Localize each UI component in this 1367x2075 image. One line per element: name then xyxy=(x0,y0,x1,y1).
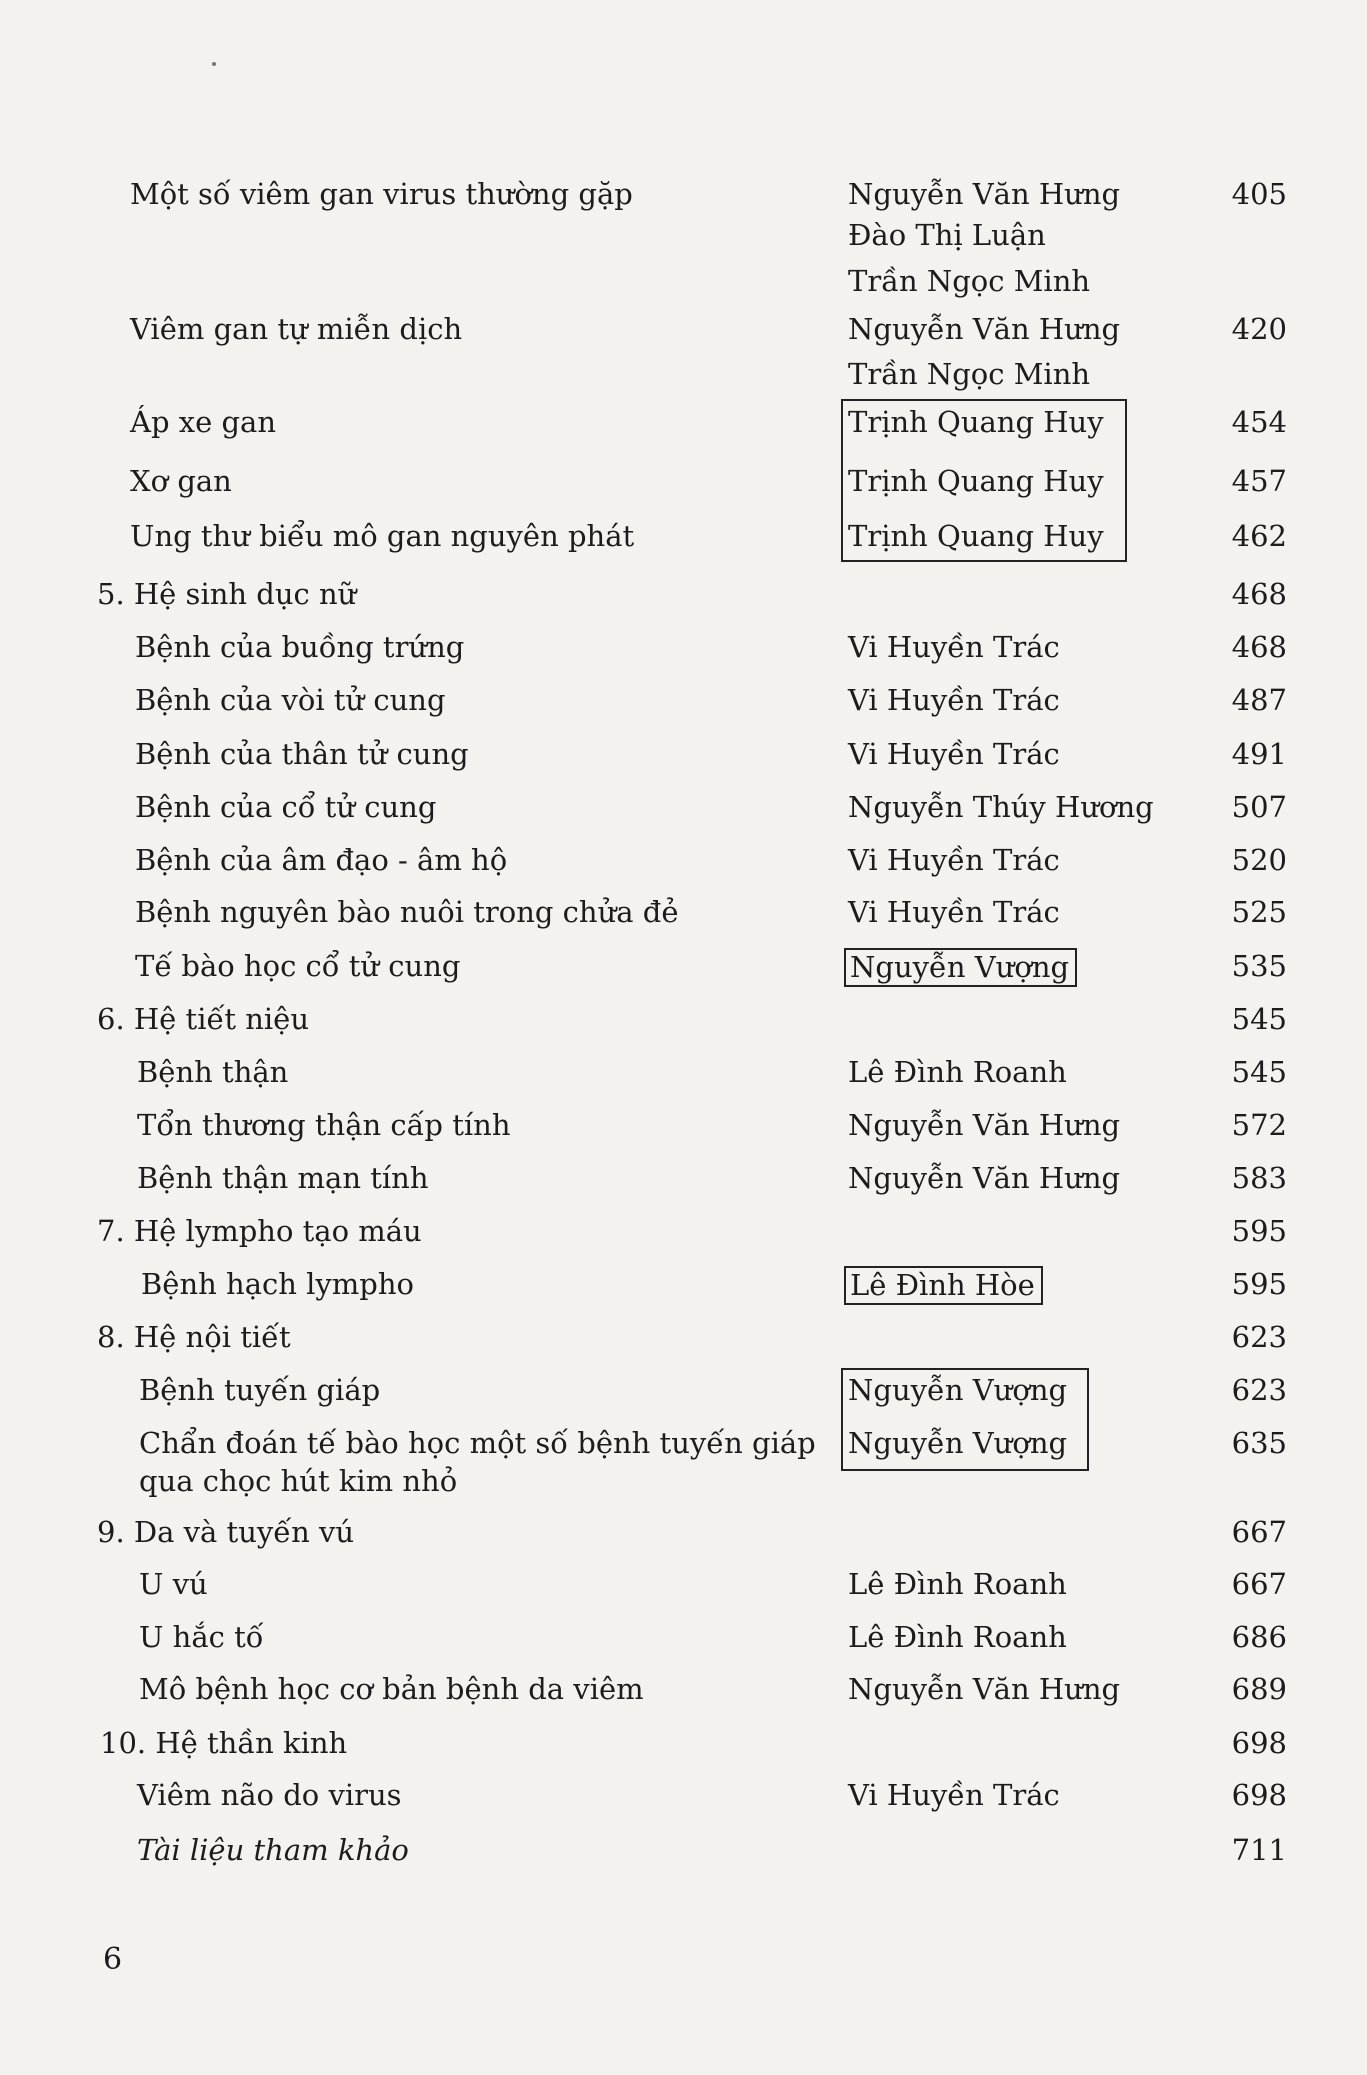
section-title: 7. Hệ lympho tạo máu xyxy=(97,1214,422,1248)
entry-title: Viêm gan tự miễn dịch xyxy=(130,312,463,346)
section-title: 8. Hệ nội tiết xyxy=(97,1320,291,1354)
entry-page: 468 xyxy=(1231,630,1287,664)
section-title: 10. Hệ thần kinh xyxy=(100,1726,348,1760)
entry-title: Viêm não do virus xyxy=(137,1778,402,1812)
entry-page: 667 xyxy=(1231,1567,1287,1601)
section-title: 6. Hệ tiết niệu xyxy=(97,1002,309,1036)
entry-author: Trịnh Quang Huy xyxy=(848,405,1104,439)
entry-author: Lê Đình Hòe xyxy=(844,1266,1043,1305)
entry-page: 520 xyxy=(1231,843,1287,877)
entry-author: Nguyễn Văn Hưng xyxy=(848,1108,1121,1142)
entry-page: 698 xyxy=(1231,1726,1287,1760)
entry-page: 686 xyxy=(1231,1620,1287,1654)
entry-title: U vú xyxy=(139,1567,208,1601)
entry-title: Tế bào học cổ tử cung xyxy=(135,949,461,983)
entry-page: 507 xyxy=(1231,790,1287,824)
entry-author: Lê Đình Roanh xyxy=(848,1055,1067,1089)
entry-title: Bệnh của cổ tử cung xyxy=(135,790,437,824)
page-number: 6 xyxy=(103,1942,123,1977)
entry-author: Nguyễn Vượng xyxy=(844,948,1077,987)
entry-title: Bệnh tuyến giáp xyxy=(139,1373,381,1407)
entry-author: Nguyễn Thúy Hương xyxy=(848,790,1154,824)
entry-author: Vi Huyền Trác xyxy=(848,737,1060,771)
entry-page: 405 xyxy=(1231,177,1287,211)
entry-title: Tổn thương thận cấp tính xyxy=(137,1108,511,1142)
entry-title: Bệnh hạch lympho xyxy=(141,1267,415,1301)
entry-author: Vi Huyền Trác xyxy=(848,895,1060,929)
entry-page: 698 xyxy=(1231,1778,1287,1812)
entry-title: qua chọc hút kim nhỏ xyxy=(139,1464,458,1498)
entry-title: Ung thư biểu mô gan nguyên phát xyxy=(130,519,635,553)
entry-author: Nguyễn Vượng xyxy=(848,1373,1068,1407)
entry-page: 545 xyxy=(1231,1002,1287,1036)
entry-author: Vi Huyền Trác xyxy=(848,843,1060,877)
entry-page: 468 xyxy=(1231,577,1287,611)
entry-author: Lê Đình Roanh xyxy=(848,1567,1067,1601)
references-title: Tài liệu tham khảo xyxy=(137,1833,409,1867)
entry-page: 635 xyxy=(1231,1426,1287,1460)
entry-title: Bệnh nguyên bào nuôi trong chửa đẻ xyxy=(135,895,679,929)
entry-page: 545 xyxy=(1231,1055,1287,1089)
section-title: 5. Hệ sinh dục nữ xyxy=(97,577,357,611)
entry-author: Nguyễn Văn Hưng xyxy=(848,1672,1121,1706)
entry-title: Mô bệnh học cơ bản bệnh da viêm xyxy=(139,1672,644,1706)
entry-author: Nguyễn Văn Hưng xyxy=(848,177,1121,211)
entry-page: 595 xyxy=(1231,1214,1287,1248)
entry-author: Lê Đình Roanh xyxy=(848,1620,1067,1654)
entry-page: 487 xyxy=(1231,683,1287,717)
entry-page: 667 xyxy=(1231,1515,1287,1549)
entry-title: Bệnh của vòi tử cung xyxy=(135,683,446,717)
entry-title: Xơ gan xyxy=(130,464,232,498)
entry-author: Vi Huyền Trác xyxy=(848,683,1060,717)
entry-author: Vi Huyền Trác xyxy=(848,1778,1060,1812)
entry-title: Bệnh của âm đạo - âm hộ xyxy=(135,843,508,877)
entry-page: 583 xyxy=(1231,1161,1287,1195)
entry-page: 462 xyxy=(1231,519,1287,553)
entry-title: Bệnh thận xyxy=(137,1055,289,1089)
entry-title: Chẩn đoán tế bào học một số bệnh tuyến giáp xyxy=(139,1426,816,1460)
entry-page: 711 xyxy=(1231,1833,1287,1867)
entry-page: 525 xyxy=(1231,895,1287,929)
entry-page: 491 xyxy=(1231,737,1287,771)
entry-title: Bệnh của thân tử cung xyxy=(135,737,469,771)
entry-page: 595 xyxy=(1231,1267,1287,1301)
entry-page: 689 xyxy=(1231,1672,1287,1706)
entry-page: 454 xyxy=(1231,405,1287,439)
entry-author: Trịnh Quang Huy xyxy=(848,464,1104,498)
entry-author: Nguyễn Văn Hưng xyxy=(848,312,1121,346)
print-speck xyxy=(212,62,216,66)
entry-author: Trần Ngọc Minh xyxy=(848,264,1091,298)
entry-author: Vi Huyền Trác xyxy=(848,630,1060,664)
entry-author: Đào Thị Luận xyxy=(848,218,1046,252)
entry-title: Bệnh của buồng trứng xyxy=(135,630,465,664)
entry-page: 420 xyxy=(1231,312,1287,346)
entry-page: 535 xyxy=(1231,949,1287,983)
entry-page: 457 xyxy=(1231,464,1287,498)
entry-author: Trịnh Quang Huy xyxy=(848,519,1104,553)
entry-title: Một số viêm gan virus thường gặp xyxy=(130,177,633,211)
entry-page: 572 xyxy=(1231,1108,1287,1142)
entry-author: Nguyễn Vượng xyxy=(848,1426,1068,1460)
entry-title: U hắc tố xyxy=(139,1620,264,1654)
entry-title: Bệnh thận mạn tính xyxy=(137,1161,429,1195)
entry-page: 623 xyxy=(1231,1373,1287,1407)
entry-author: Nguyễn Văn Hưng xyxy=(848,1161,1121,1195)
entry-author: Trần Ngọc Minh xyxy=(848,357,1091,391)
section-title: 9. Da và tuyến vú xyxy=(97,1515,355,1549)
entry-title: Áp xe gan xyxy=(130,405,276,439)
entry-page: 623 xyxy=(1231,1320,1287,1354)
